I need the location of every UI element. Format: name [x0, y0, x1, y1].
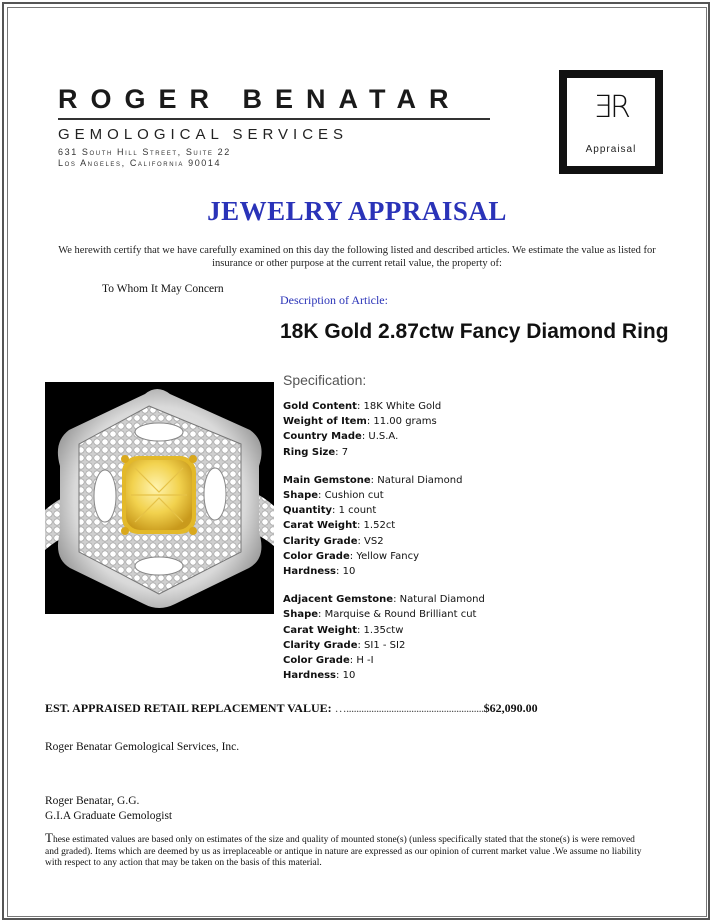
disclaimer-body: hese estimated values are based only on estimates of the size and quality of mounted stone(s) (unless specifically stated that the stone(s) is were removed and graded). Items which are deemed by us as irreplaceable or antique in nature are expressed as our opinion of current market value .We assume no liability with respect to any action that may be taken on the basis of this material. [45, 835, 642, 868]
spec-row: Color Grade: Yellow Fancy [283, 550, 419, 562]
spec-value: Natural Diamond [399, 594, 485, 606]
spec-row: Quantity: 1 count [283, 505, 377, 517]
spec-value: Cushion cut [324, 490, 384, 502]
spec-row: Carat Weight: 1.52ct [283, 520, 396, 532]
spec-label: Ring Size [283, 446, 336, 458]
appraised-value-row [45, 701, 538, 716]
spec-label: Quantity [283, 505, 332, 517]
address-line-2: Los Angeles, California 90014 [58, 158, 222, 168]
spec-row: Color Grade: H -I [283, 655, 374, 667]
spec-value: U.S.A. [368, 431, 399, 443]
spec-value: 7 [341, 446, 349, 458]
spec-label: Carat Weight [283, 624, 357, 636]
spec-value: 10 [342, 670, 356, 682]
ring-illustration [45, 382, 274, 614]
spec-value: 11.00 grams [373, 416, 437, 428]
spec-value: 18K White Gold [363, 401, 442, 412]
logo-caption: Appraisal [585, 144, 637, 155]
spec-label: Adjacent Gemstone [283, 594, 394, 606]
logo-monogram: ƎR [593, 90, 629, 125]
spec-label: Color Grade [283, 550, 350, 562]
spec-label: Clarity Grade [283, 639, 358, 651]
spec-row: Hardness: 10 [283, 566, 356, 578]
spec-label: Shape [283, 609, 319, 621]
spec-label: Shape [283, 490, 319, 502]
spec-value: 1.52ct [363, 520, 396, 532]
appraised-value-label: EST. APPRAISED RETAIL REPLACEMENT VALUE: [45, 701, 332, 715]
specification-heading: Specification: [283, 372, 367, 388]
logo-inner-panel [567, 78, 655, 166]
spec-row: Country Made: U.S.A. [283, 431, 399, 443]
footer-company-name: Roger Benatar Gemological Services, Inc. [45, 741, 240, 753]
spec-value: VS2 [364, 535, 384, 547]
spec-row: Main Gemstone: Natural Diamond [283, 474, 463, 486]
spec-row: Clarity Grade: VS2 [283, 535, 384, 547]
spec-value: 1 count [338, 505, 377, 517]
spec-row: Shape: Marquise & Round Brilliant cut [283, 609, 477, 621]
spec-value: Yellow Fancy [356, 550, 419, 562]
spec-label: Hardness [283, 566, 337, 578]
company-subtitle: GEMOLOGICAL SERVICES [58, 126, 349, 143]
signer-name: Roger Benatar, G.G. [45, 795, 140, 807]
spec-label: Carat Weight [283, 520, 357, 532]
spec-group-gap [283, 579, 485, 592]
spec-row: Clarity Grade: SI1 - SI2 [283, 639, 406, 651]
description-label: Description of Article: [280, 293, 388, 307]
spec-row: Shape: Cushion cut [283, 490, 384, 502]
recipient-line: To Whom It May Concern [102, 283, 224, 295]
company-header [58, 84, 490, 169]
er-monogram-logo [559, 70, 663, 174]
spec-value: Natural Diamond [377, 474, 463, 486]
spec-row: Ring Size: 7 [283, 446, 349, 458]
diamond-ring-photo [45, 382, 274, 614]
spec-value: Marquise & Round Brilliant cut [324, 609, 477, 621]
appraised-value-leader: …....................................................... [334, 701, 484, 715]
spec-row: Gold Content: 18K White Gold [283, 401, 442, 412]
spec-row: Carat Weight: 1.35ctw [283, 624, 404, 636]
spec-label: Main Gemstone [283, 474, 371, 486]
certification-text: We herewith certify that we have carefully examined on this day the following listed and described articles. We estimate the value as listed for insurance or other purpose at the current retail value, the property of: [58, 245, 656, 269]
spec-label: Weight of Item [283, 416, 367, 428]
disclaimer-text [45, 832, 645, 870]
appraised-value-amount: $62,090.00 [483, 701, 538, 715]
signer-title: G.I.A Graduate Gemologist [45, 810, 173, 822]
company-name: ROGER BENATAR [58, 84, 462, 114]
company-rule-divider [58, 118, 490, 120]
spec-value: 1.35ctw [363, 624, 404, 636]
article-title: 18K Gold 2.87ctw Fancy Diamond Ring [280, 320, 669, 343]
spec-value: SI1 - SI2 [364, 639, 406, 651]
spec-row: Adjacent Gemstone: Natural Diamond [283, 594, 485, 606]
spec-label: Clarity Grade [283, 535, 358, 547]
spec-row: Hardness: 10 [283, 670, 356, 682]
spec-label: Color Grade [283, 655, 350, 667]
disclaimer-initial: T [45, 830, 53, 845]
spec-group-gap [283, 460, 485, 473]
spec-label: Country Made [283, 431, 362, 443]
document-title: JEWELRY APPRAISAL [207, 196, 507, 226]
specification-list [283, 399, 485, 683]
spec-label: Hardness [283, 670, 337, 682]
spec-value: 10 [342, 566, 356, 578]
spec-row: Weight of Item: 11.00 grams [283, 416, 437, 428]
spec-label: Gold Content [283, 401, 357, 412]
spec-value: H -I [356, 655, 374, 667]
address-line-1: 631 South Hill Street, Suite 22 [58, 147, 231, 157]
